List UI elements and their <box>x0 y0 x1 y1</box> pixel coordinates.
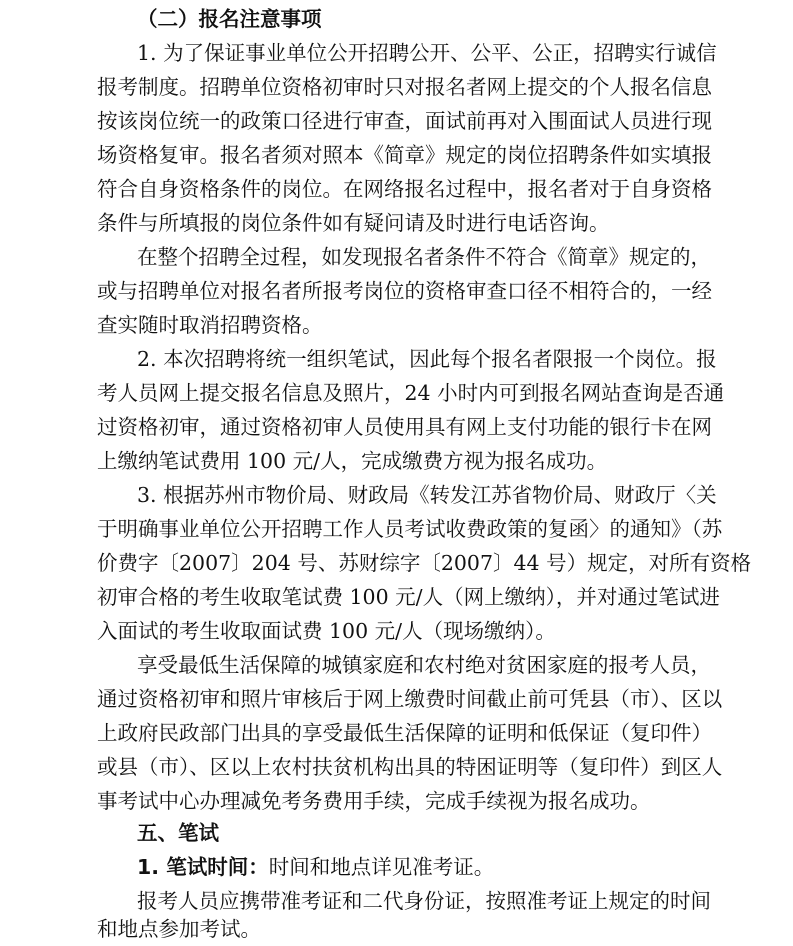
paragraph-line: 或与招聘单位对报名者所报考岗位的资格审查口径不相符合的，一经 <box>97 279 712 303</box>
paragraph-line: 场资格复审。报名者须对照本《简章》规定的岗位招聘条件如实填报 <box>97 143 712 167</box>
exam-time-label: 1. 笔试时间： <box>137 855 269 879</box>
paragraph-line: 上政府民政部门出具的享受最低生活保障的证明和低保证（复印件） <box>97 721 712 745</box>
paragraph-line: 上缴纳笔试费用 100 元/人，完成缴费方视为报名成功。 <box>97 449 608 473</box>
paragraph-line: 考人员网上提交报名信息及照片，24 小时内可到报名网站查询是否通 <box>97 381 725 405</box>
paragraph-line: 符合自身资格条件的岗位。在网络报名过程中，报名者对于自身资格 <box>97 177 712 201</box>
paragraph-line: 入面试的考生收取面试费 100 元/人（现场缴纳）。 <box>97 619 556 643</box>
paragraph-line: 通过资格初审和照片审核后于网上缴费时间截止前可凭县（市）、区以 <box>97 687 723 711</box>
exam-time-line <box>137 850 703 884</box>
paragraph-line: 初审合格的考生收取笔试费 100 元/人（网上缴纳），并对通过笔试进 <box>97 585 720 609</box>
paragraph-line: 和地点参加考试。 <box>97 917 261 941</box>
paragraph-line: 2. 本次招聘将统一组织笔试，因此每个报名者限报一个岗位。报 <box>137 347 717 371</box>
paragraph-line: 价费字〔2007〕204 号、苏财综字〔2007〕44 号）规定，对所有资格 <box>97 551 752 575</box>
section-heading-written-exam: 五、笔试 <box>137 821 219 845</box>
paragraph-line: 于明确事业单位公开招聘工作人员考试收费政策的复函〉的通知》（苏 <box>97 517 723 541</box>
paragraph-line: 过资格初审，通过资格初审人员使用具有网上支付功能的银行卡在网 <box>97 415 712 439</box>
paragraph-line: 事考试中心办理减免考务费用手续，完成手续视为报名成功。 <box>97 789 651 813</box>
paragraph-line: 享受最低生活保障的城镇家庭和农村绝对贫困家庭的报考人员， <box>137 653 711 677</box>
paragraph-line: 查实随时取消招聘资格。 <box>97 313 323 337</box>
paragraph-line: 按该岗位统一的政策口径进行审查，面试前再对入围面试人员进行现 <box>97 109 712 133</box>
exam-time-text: 时间和地点详见准考证。 <box>268 855 495 879</box>
paragraph-line: 1. 为了保证事业单位公开招聘公开、公平、公正，招聘实行诚信 <box>137 41 717 65</box>
paragraph-line: 报考制度。招聘单位资格初审时只对报名者网上提交的个人报名信息 <box>97 75 712 99</box>
section-heading-registration-notes: （二）报名注意事项 <box>137 7 322 31</box>
paragraph-line: 或县（市）、区以上农村扶贫机构出具的特困证明等（复印件）到区人 <box>97 755 723 779</box>
paragraph-line: 报考人员应携带准考证和二代身份证，按照准考证上规定的时间 <box>137 889 711 913</box>
paragraph-line: 在整个招聘全过程，如发现报名者条件不符合《简章》规定的， <box>137 245 711 269</box>
paragraph-line: 条件与所填报的岗位条件如有疑问请及时进行电话咨询。 <box>97 211 610 235</box>
paragraph-line: 3. 根据苏州市物价局、财政局《转发江苏省物价局、财政厅〈关 <box>137 483 717 507</box>
